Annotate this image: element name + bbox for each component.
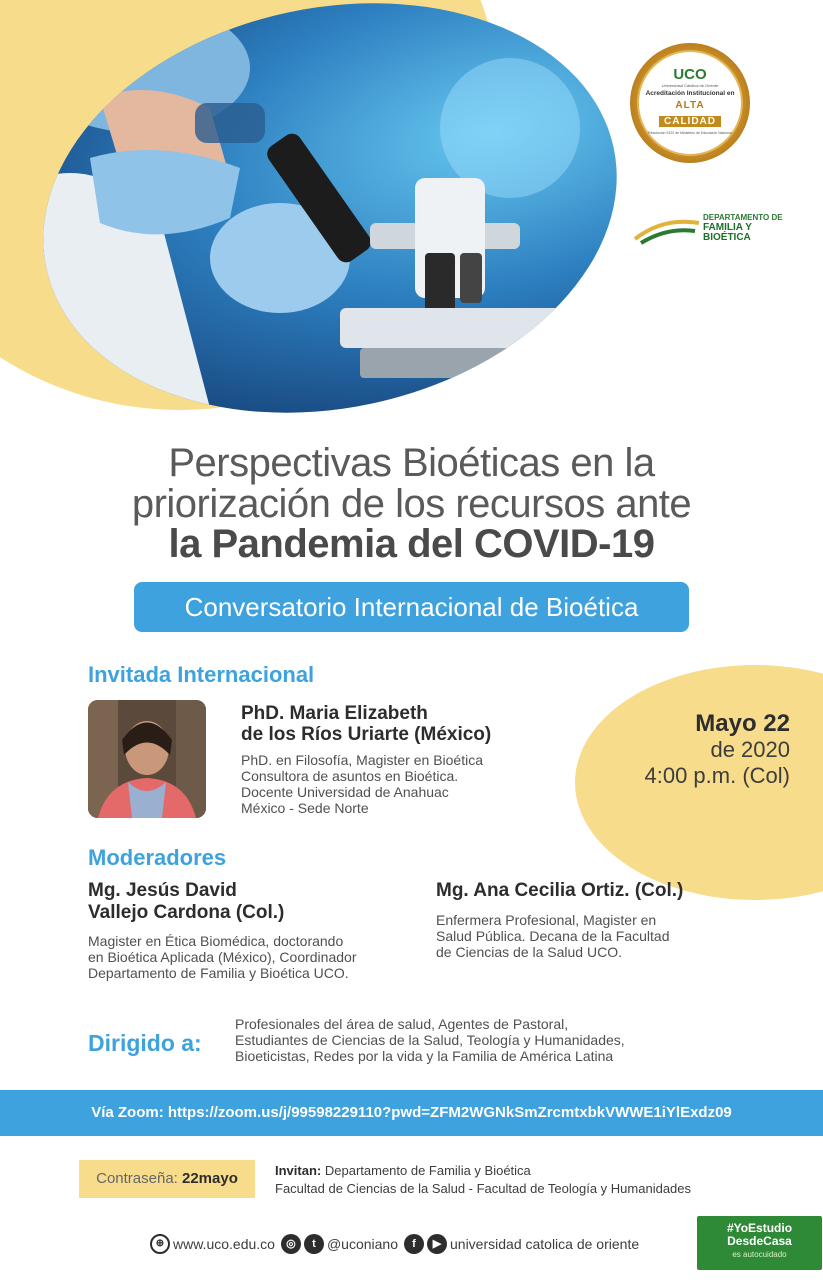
seal-brand: UCO (673, 66, 707, 83)
dept-line3: BIOÉTICA (703, 232, 751, 243)
audience-line2: Estudiantes de Ciencias de la Salud, Teología y Humanidades, (235, 1032, 625, 1048)
invitan-line2: Facultad de Ciencias de la Salud - Facultad de Teología y Humanidades (275, 1181, 692, 1196)
title-line-1: Perspectivas Bioéticas en la (168, 441, 655, 485)
moderator-1-desc-line3: Departamento de Familia y Bioética UCO. (88, 965, 349, 981)
invitan-label: Invitan: (275, 1163, 322, 1178)
guest-portrait (88, 700, 206, 818)
password-value: 22mayo (182, 1170, 238, 1187)
zoom-link-bar[interactable]: Vía Zoom: https://zoom.us/j/99598229110?pwd=ZFM2WGNkSmZrcmtxbkVWWE1iYlExdz09 (0, 1090, 823, 1136)
seal-accreditation: Acreditación Institucional en (645, 90, 735, 97)
date-day: Mayo 22 (695, 710, 790, 737)
date-year: de 2020 (710, 737, 790, 762)
moderator-1-name (88, 880, 284, 924)
event-type-banner: Conversatorio Internacional de Bioética (134, 582, 689, 632)
moderator-2-description (436, 912, 669, 960)
audience-description (235, 1016, 705, 1064)
department-logo (633, 213, 783, 253)
dept-line1: DEPARTAMENTO DE (703, 213, 783, 222)
seal-subtitle: Universidad Católica de Oriente (661, 83, 719, 88)
title-line-3: la Pandemia del COVID-19 (168, 522, 655, 566)
globe-icon: ⊕ (150, 1234, 170, 1254)
uco-accreditation-seal (630, 43, 750, 163)
password-label: Contraseña: (96, 1170, 178, 1187)
guest-description (241, 752, 483, 816)
moderators-section-heading: Moderadores (88, 845, 227, 870)
seal-alta: ALTA (675, 100, 705, 111)
invitan-line1: Departamento de Familia y Bioética (324, 1163, 531, 1178)
guest-name-line1: PhD. Maria Elizabeth (241, 703, 428, 724)
footer-website[interactable]: www.uco.edu.co (173, 1236, 275, 1252)
moderator-1-name-line2: Vallejo Cardona (Col.) (88, 902, 285, 923)
guest-name (241, 703, 491, 745)
moderator-1-name-line1: Mg. Jesús David (88, 880, 237, 901)
audience-heading: Dirigido a: (88, 1030, 202, 1056)
moderator-1-desc-line2: en Bioética Aplicada (México), Coordinador (88, 949, 357, 965)
footer-handle[interactable]: @uconiano (326, 1236, 398, 1252)
twitter-icon[interactable]: t (304, 1234, 324, 1254)
guest-desc-line1: PhD. en Filosofía, Magister en Bioética (241, 752, 484, 768)
scientist-microscope-illustration (40, 8, 620, 408)
guest-desc-line4: México - Sede Norte (241, 800, 369, 816)
badge-line1: #YoEstudio (726, 1221, 793, 1235)
moderator-1-desc-line1: Magister en Ética Biomédica, doctorando (88, 933, 344, 949)
footer-page-name[interactable]: universidad catolica de oriente (450, 1236, 640, 1252)
seal-calidad: CALIDAD (659, 116, 721, 127)
moderator-2-name-line1: Mg. Ana Cecilia Ortiz. (Col.) (436, 880, 684, 901)
footer-social (150, 1233, 645, 1255)
youtube-icon[interactable]: ▶ (427, 1234, 447, 1254)
date-time: 4:00 p.m. (Col) (644, 763, 790, 788)
guest-photo (88, 700, 206, 818)
badge-line3: es autocuidado (732, 1250, 787, 1259)
audience-line3: Bioeticistas, Redes por la vida y la Familia de América Latina (235, 1048, 614, 1064)
yo-estudio-badge (697, 1216, 822, 1270)
guest-desc-line2: Consultora de asuntos en Bioética. (241, 768, 459, 784)
moderator-2-desc-line3: de Ciencias de la Salud UCO. (436, 944, 622, 960)
dept-line2: FAMILIA Y (703, 222, 752, 233)
hero-photo (5, 0, 655, 464)
seal-resolution: Resolución 9122 de Ministerio de Educación Nacional (648, 131, 732, 135)
moderator-2-desc-line1: Enfermera Profesional, Magister en (436, 912, 657, 928)
guest-section-heading: Invitada Internacional (88, 662, 315, 687)
invitan-block (275, 1162, 691, 1198)
audience-line1: Profesionales del área de salud, Agentes de Pastoral, (235, 1016, 569, 1032)
moderator-2-name (436, 880, 683, 902)
instagram-icon[interactable]: ◎ (281, 1234, 301, 1254)
moderator-2-desc-line2: Salud Pública. Decana de la Facultad (436, 928, 670, 944)
event-date (600, 711, 790, 789)
password-box (79, 1160, 255, 1198)
guest-name-line2: de los Ríos Uriarte (México) (241, 724, 492, 745)
facebook-icon[interactable]: f (404, 1234, 424, 1254)
moderator-1-description (88, 933, 356, 981)
guest-desc-line3: Docente Universidad de Anahuac (241, 784, 449, 800)
badge-line2: DesdeCasa (727, 1234, 792, 1248)
swoosh-icon (633, 213, 701, 247)
title-line-2: priorización de los recursos ante (131, 482, 692, 526)
